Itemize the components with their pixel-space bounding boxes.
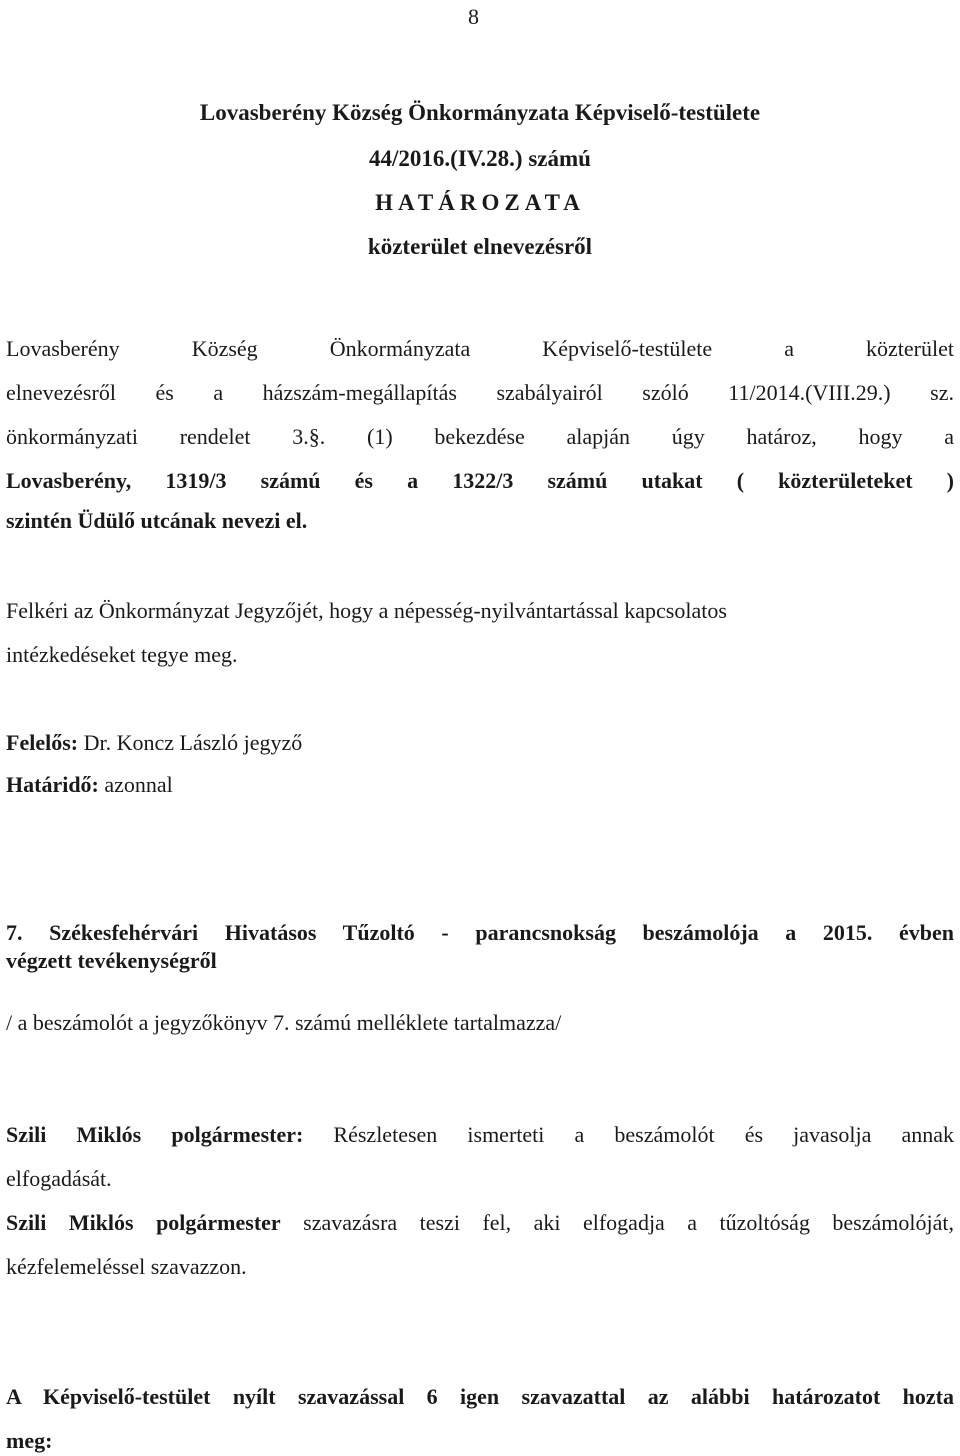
- request-text-line: intézkedéseket tegye meg.: [6, 642, 238, 667]
- responsible-person: [6, 730, 954, 756]
- agenda-item-title: 7. Székesfehérvári Hivatásos Tűzoltó - parancsnokság beszámolója a 2015. évben: [6, 920, 954, 945]
- statement-text: Részletesen ismerteti a beszámolót és javasolja annak: [303, 1122, 954, 1147]
- statement-mayor-2-cont: kézfelemeléssel szavazzon.: [6, 1254, 247, 1279]
- resolution-number: 44/2016.(IV.28.) számú: [369, 146, 591, 171]
- statement-mayor-1-cont: elfogadását.: [6, 1166, 112, 1191]
- agenda-item-title-cont: végzett tevékenységről: [6, 948, 217, 973]
- deadline: [6, 772, 954, 798]
- resolution-text-line: elnevezésről és a házszám-megállapítás szabályairól szóló 11/2014.(VIII.29.) sz.: [6, 380, 954, 405]
- resolution-text-line: Lovasberény, 1319/3 számú és a 1322/3 számú utakat ( közterületeket ): [6, 468, 954, 493]
- statement-mayor-2: [6, 1210, 954, 1236]
- resolution-text-line: Lovasberény Község Önkormányzata Képviselő-testülete a közterület: [6, 336, 954, 361]
- resolution-issuer: Lovasberény Község Önkormányzata Képviselő-testülete: [199, 100, 761, 125]
- responsible-label: Felelős:: [6, 730, 79, 755]
- request-text-line: Felkéri az Önkormányzat Jegyzőjét, hogy a népesség-nyilvántartással kapcsolatos: [6, 598, 727, 623]
- speaker-name: Szili Miklós polgármester:: [6, 1122, 304, 1147]
- statement-text: szavazásra teszi fel, aki elfogadja a tűzoltóság beszámolóját,: [280, 1210, 954, 1235]
- resolution-subject: közterület elnevezésről: [367, 234, 593, 259]
- vote-statement: A Képviselő-testület nyílt szavazással 6 igen szavazattal az alábbi határozatot hozta: [6, 1384, 954, 1409]
- resolution-text-line: szintén Üdülő utcának nevezi el.: [6, 508, 308, 533]
- deadline-value: azonnal: [98, 772, 173, 797]
- responsible-value: Dr. Koncz László jegyző: [78, 730, 303, 755]
- speaker-name: Szili Miklós polgármester: [6, 1210, 281, 1235]
- resolution-title: HATÁROZATA: [375, 190, 585, 215]
- statement-mayor-1: [6, 1122, 954, 1148]
- vote-statement-cont: meg:: [6, 1428, 53, 1453]
- resolution-text-line: önkormányzati rendelet 3.§. (1) bekezdése alapján úgy határoz, hogy a: [6, 424, 954, 449]
- deadline-label: Határidő:: [6, 772, 99, 797]
- annex-note: / a beszámolót a jegyzőkönyv 7. számú melléklete tartalmazza/: [6, 1010, 562, 1035]
- page-number: 8: [468, 4, 479, 29]
